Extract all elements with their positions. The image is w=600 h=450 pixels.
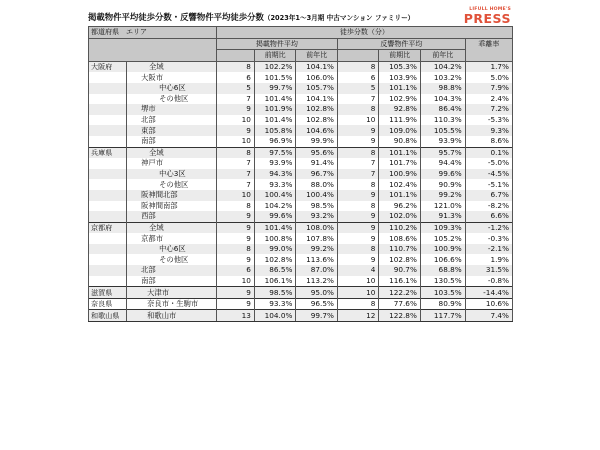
gap-rate-cell: -8.2%: [465, 201, 512, 212]
response-prev-year-cell: 130.5%: [420, 276, 465, 287]
response-prev-year-cell: 94.4%: [420, 158, 465, 169]
header-response-avg: 反響物件平均: [337, 38, 465, 50]
listing-minutes-cell: 13: [216, 310, 254, 322]
gap-rate-cell: 10.6%: [465, 298, 512, 310]
response-prev-year-cell: 99.6%: [420, 169, 465, 180]
area-cell: 中心6区: [127, 244, 217, 255]
listing-prev-year-cell: 108.0%: [296, 222, 337, 233]
area-cell: 阪神間北部: [127, 190, 217, 201]
table-row: [89, 265, 513, 276]
response-minutes-cell: 5: [337, 83, 378, 94]
listing-prev-year-cell: 98.5%: [296, 201, 337, 212]
area-cell: 大阪市: [127, 72, 217, 83]
pref-cell: [89, 104, 127, 115]
table-row: [89, 169, 513, 180]
listing-prev-period-cell: 101.9%: [254, 104, 295, 115]
header-row-1: [89, 27, 513, 39]
table-row: [89, 276, 513, 287]
listing-minutes-cell: 9: [216, 233, 254, 244]
listing-prev-year-cell: 102.8%: [296, 104, 337, 115]
listing-prev-period-cell: 93.3%: [254, 179, 295, 190]
response-prev-year-cell: 86.4%: [420, 104, 465, 115]
response-prev-year-cell: 104.3%: [420, 94, 465, 105]
pref-cell: [89, 265, 127, 276]
listing-minutes-cell: 5: [216, 83, 254, 94]
response-minutes-cell: 9: [337, 222, 378, 233]
table-row: [89, 72, 513, 83]
response-prev-year-cell: 98.8%: [420, 83, 465, 94]
gap-rate-cell: 8.6%: [465, 136, 512, 147]
listing-prev-period-cell: 102.2%: [254, 61, 295, 72]
listing-prev-period-cell: 100.8%: [254, 233, 295, 244]
title-main: 掲載物件平均徒歩分数・反響物件平均徒歩分数: [88, 12, 264, 22]
response-minutes-cell: 9: [337, 233, 378, 244]
response-prev-year-cell: 121.0%: [420, 201, 465, 212]
gap-rate-cell: -2.1%: [465, 244, 512, 255]
area-cell: 全域: [127, 61, 217, 72]
gap-rate-cell: 0.1%: [465, 147, 512, 158]
pref-cell: 兵庫県: [89, 147, 127, 158]
table-row: [89, 104, 513, 115]
response-prev-year-cell: 103.2%: [420, 72, 465, 83]
response-prev-period-cell: 110.7%: [379, 244, 420, 255]
table-row: [89, 233, 513, 244]
pref-cell: [89, 201, 127, 212]
header-response-blank: [337, 50, 378, 62]
pref-cell: 滋賀県: [89, 287, 127, 299]
listing-minutes-cell: 9: [216, 222, 254, 233]
listing-prev-period-cell: 99.7%: [254, 83, 295, 94]
listing-minutes-cell: 7: [216, 158, 254, 169]
listing-prev-year-cell: 87.0%: [296, 265, 337, 276]
header-gap-rate: 乖離率: [465, 38, 512, 61]
area-cell: 全域: [127, 147, 217, 158]
response-minutes-cell: 9: [337, 190, 378, 201]
response-prev-year-cell: 104.2%: [420, 61, 465, 72]
listing-prev-period-cell: 93.3%: [254, 298, 295, 310]
listing-minutes-cell: 8: [216, 201, 254, 212]
response-minutes-cell: 8: [337, 104, 378, 115]
table-row: [89, 211, 513, 222]
table-row: [89, 287, 513, 299]
response-prev-year-cell: 91.3%: [420, 211, 465, 222]
response-prev-period-cell: 102.9%: [379, 94, 420, 105]
pref-cell: 奈良県: [89, 298, 127, 310]
response-prev-year-cell: 93.9%: [420, 136, 465, 147]
gap-rate-cell: 9.3%: [465, 125, 512, 136]
gap-rate-cell: -0.3%: [465, 233, 512, 244]
listing-prev-period-cell: 105.8%: [254, 125, 295, 136]
response-minutes-cell: 8: [337, 201, 378, 212]
listing-minutes-cell: 7: [216, 169, 254, 180]
table-row: [89, 115, 513, 126]
listing-prev-period-cell: 93.9%: [254, 158, 295, 169]
response-prev-period-cell: 96.2%: [379, 201, 420, 212]
listing-minutes-cell: 9: [216, 104, 254, 115]
response-minutes-cell: 9: [337, 211, 378, 222]
response-prev-year-cell: 103.5%: [420, 287, 465, 299]
response-prev-period-cell: 110.2%: [379, 222, 420, 233]
response-prev-period-cell: 105.3%: [379, 61, 420, 72]
response-prev-year-cell: 105.2%: [420, 233, 465, 244]
listing-prev-period-cell: 104.0%: [254, 310, 295, 322]
area-cell: 北部: [127, 115, 217, 126]
gap-rate-cell: 1.9%: [465, 254, 512, 265]
pref-cell: [89, 136, 127, 147]
table-row: [89, 244, 513, 255]
header-blank: [89, 38, 217, 61]
listing-minutes-cell: 9: [216, 287, 254, 299]
gap-rate-cell: 7.4%: [465, 310, 512, 322]
pref-cell: [89, 115, 127, 126]
listing-prev-year-cell: 91.4%: [296, 158, 337, 169]
pref-cell: 大阪府: [89, 61, 127, 72]
response-minutes-cell: 10: [337, 287, 378, 299]
area-cell: 中心6区: [127, 83, 217, 94]
listing-prev-year-cell: 100.4%: [296, 190, 337, 201]
response-prev-period-cell: 101.1%: [379, 190, 420, 201]
response-minutes-cell: 8: [337, 244, 378, 255]
table-row: [89, 136, 513, 147]
response-prev-period-cell: 102.4%: [379, 179, 420, 190]
header-pref-area: 都道府県 エリア: [89, 27, 217, 39]
table-row: [89, 222, 513, 233]
pref-cell: [89, 125, 127, 136]
response-prev-period-cell: 103.9%: [379, 72, 420, 83]
table-row: [89, 61, 513, 72]
response-prev-period-cell: 116.1%: [379, 276, 420, 287]
listing-minutes-cell: 7: [216, 179, 254, 190]
response-minutes-cell: 7: [337, 169, 378, 180]
pref-cell: [89, 169, 127, 180]
area-cell: 南部: [127, 276, 217, 287]
response-prev-year-cell: 109.3%: [420, 222, 465, 233]
pref-cell: [89, 72, 127, 83]
response-prev-period-cell: 102.0%: [379, 211, 420, 222]
listing-minutes-cell: 7: [216, 94, 254, 105]
listing-minutes-cell: 9: [216, 125, 254, 136]
response-minutes-cell: 9: [337, 136, 378, 147]
logo-top-text: LIFULL HOME'S: [469, 7, 511, 12]
response-minutes-cell: 8: [337, 179, 378, 190]
response-minutes-cell: 7: [337, 94, 378, 105]
area-cell: その他区: [127, 179, 217, 190]
response-prev-period-cell: 122.8%: [379, 310, 420, 322]
area-cell: 北部: [127, 265, 217, 276]
area-cell: 京都市: [127, 233, 217, 244]
area-cell: その他区: [127, 94, 217, 105]
response-minutes-cell: 12: [337, 310, 378, 322]
gap-rate-cell: 31.5%: [465, 265, 512, 276]
gap-rate-cell: 6.7%: [465, 190, 512, 201]
area-cell: 神戸市: [127, 158, 217, 169]
response-minutes-cell: 9: [337, 125, 378, 136]
pref-cell: [89, 244, 127, 255]
response-minutes-cell: 10: [337, 115, 378, 126]
response-prev-year-cell: 80.9%: [420, 298, 465, 310]
listing-prev-year-cell: 88.0%: [296, 179, 337, 190]
area-cell: 東部: [127, 125, 217, 136]
listing-prev-period-cell: 99.6%: [254, 211, 295, 222]
listing-prev-year-cell: 99.2%: [296, 244, 337, 255]
area-cell: 阪神間南部: [127, 201, 217, 212]
gap-rate-cell: 5.0%: [465, 72, 512, 83]
pref-cell: [89, 158, 127, 169]
listing-prev-year-cell: 113.6%: [296, 254, 337, 265]
response-prev-year-cell: 68.8%: [420, 265, 465, 276]
listing-prev-year-cell: 104.1%: [296, 94, 337, 105]
response-prev-period-cell: 101.1%: [379, 83, 420, 94]
listing-prev-year-cell: 96.7%: [296, 169, 337, 180]
table-row: [89, 147, 513, 158]
response-prev-period-cell: 101.7%: [379, 158, 420, 169]
gap-rate-cell: -5.1%: [465, 179, 512, 190]
area-cell: 全域: [127, 222, 217, 233]
table-row: [89, 190, 513, 201]
listing-minutes-cell: 8: [216, 61, 254, 72]
listing-prev-year-cell: 95.0%: [296, 287, 337, 299]
listing-prev-period-cell: 100.4%: [254, 190, 295, 201]
response-minutes-cell: 8: [337, 61, 378, 72]
listing-prev-year-cell: 113.2%: [296, 276, 337, 287]
listing-prev-period-cell: 104.2%: [254, 201, 295, 212]
pref-cell: [89, 190, 127, 201]
listing-prev-year-cell: 99.9%: [296, 136, 337, 147]
response-minutes-cell: 7: [337, 158, 378, 169]
response-minutes-cell: 10: [337, 276, 378, 287]
response-prev-year-cell: 105.5%: [420, 125, 465, 136]
listing-prev-year-cell: 107.8%: [296, 233, 337, 244]
pref-cell: [89, 83, 127, 94]
listing-prev-year-cell: 102.8%: [296, 115, 337, 126]
listing-minutes-cell: 9: [216, 211, 254, 222]
response-prev-period-cell: 90.7%: [379, 265, 420, 276]
pref-cell: [89, 233, 127, 244]
logo-main-text: PRESS: [463, 11, 511, 26]
listing-prev-year-cell: 99.7%: [296, 310, 337, 322]
area-cell: 南部: [127, 136, 217, 147]
response-prev-period-cell: 101.1%: [379, 147, 420, 158]
response-minutes-cell: 9: [337, 254, 378, 265]
listing-minutes-cell: 9: [216, 298, 254, 310]
header-row-2: [89, 38, 513, 50]
pref-cell: [89, 94, 127, 105]
listing-minutes-cell: 10: [216, 136, 254, 147]
gap-rate-cell: -5.0%: [465, 158, 512, 169]
table-row: [89, 83, 513, 94]
listing-prev-period-cell: 106.1%: [254, 276, 295, 287]
area-cell: その他区: [127, 254, 217, 265]
pref-cell: [89, 254, 127, 265]
response-prev-year-cell: 110.3%: [420, 115, 465, 126]
response-prev-period-cell: 102.8%: [379, 254, 420, 265]
gap-rate-cell: -1.2%: [465, 222, 512, 233]
listing-prev-period-cell: 101.4%: [254, 222, 295, 233]
listing-minutes-cell: 10: [216, 190, 254, 201]
area-cell: 和歌山市: [127, 310, 217, 322]
listing-prev-year-cell: 105.7%: [296, 83, 337, 94]
listing-prev-period-cell: 102.8%: [254, 254, 295, 265]
listing-minutes-cell: 10: [216, 276, 254, 287]
table-row: [89, 298, 513, 310]
gap-rate-cell: -0.8%: [465, 276, 512, 287]
page-title: [88, 11, 414, 23]
table-row: [89, 201, 513, 212]
gap-rate-cell: 7.2%: [465, 104, 512, 115]
response-prev-period-cell: 90.8%: [379, 136, 420, 147]
response-minutes-cell: 6: [337, 72, 378, 83]
pref-cell: 京都府: [89, 222, 127, 233]
table-row: [89, 179, 513, 190]
header-response-prev-year: 前年比: [420, 50, 465, 62]
listing-prev-period-cell: 101.4%: [254, 94, 295, 105]
response-prev-period-cell: 122.2%: [379, 287, 420, 299]
listing-prev-period-cell: 99.0%: [254, 244, 295, 255]
header-listing-prev-year: 前年比: [296, 50, 337, 62]
response-prev-year-cell: 106.6%: [420, 254, 465, 265]
listing-prev-year-cell: 106.0%: [296, 72, 337, 83]
listing-minutes-cell: 8: [216, 147, 254, 158]
pref-cell: [89, 179, 127, 190]
pref-cell: 和歌山県: [89, 310, 127, 322]
area-cell: 大津市: [127, 287, 217, 299]
header-response-prev-period: 前期比: [379, 50, 420, 62]
title-sub: （2023年1〜3月期 中古マンション ファミリー）: [263, 14, 415, 22]
table-row: [89, 310, 513, 322]
listing-prev-period-cell: 86.5%: [254, 265, 295, 276]
gap-rate-cell: -4.5%: [465, 169, 512, 180]
response-minutes-cell: 4: [337, 265, 378, 276]
brand-logo: [459, 7, 511, 25]
listing-prev-period-cell: 101.4%: [254, 115, 295, 126]
response-prev-period-cell: 109.0%: [379, 125, 420, 136]
listing-minutes-cell: 9: [216, 254, 254, 265]
response-prev-year-cell: 90.9%: [420, 179, 465, 190]
response-prev-year-cell: 95.7%: [420, 147, 465, 158]
listing-prev-year-cell: 104.6%: [296, 125, 337, 136]
response-prev-period-cell: 100.9%: [379, 169, 420, 180]
gap-rate-cell: 6.6%: [465, 211, 512, 222]
area-cell: 西部: [127, 211, 217, 222]
response-prev-period-cell: 108.6%: [379, 233, 420, 244]
table-row: [89, 158, 513, 169]
response-prev-period-cell: 77.6%: [379, 298, 420, 310]
listing-prev-period-cell: 98.5%: [254, 287, 295, 299]
gap-rate-cell: 7.9%: [465, 83, 512, 94]
walk-minutes-table: [88, 26, 513, 322]
gap-rate-cell: 2.4%: [465, 94, 512, 105]
area-cell: 奈良市・生駒市: [127, 298, 217, 310]
response-prev-year-cell: 117.7%: [420, 310, 465, 322]
gap-rate-cell: -5.3%: [465, 115, 512, 126]
table-row: [89, 254, 513, 265]
response-prev-year-cell: 100.9%: [420, 244, 465, 255]
response-prev-period-cell: 92.8%: [379, 104, 420, 115]
listing-prev-year-cell: 95.6%: [296, 147, 337, 158]
listing-prev-period-cell: 96.9%: [254, 136, 295, 147]
response-prev-year-cell: 99.2%: [420, 190, 465, 201]
listing-prev-year-cell: 96.5%: [296, 298, 337, 310]
listing-minutes-cell: 8: [216, 244, 254, 255]
header-listing-avg: 掲載物件平均: [216, 38, 337, 50]
listing-prev-year-cell: 93.2%: [296, 211, 337, 222]
header-walk-minutes: 徒歩分数（分）: [216, 27, 512, 39]
response-minutes-cell: 8: [337, 298, 378, 310]
listing-prev-period-cell: 94.3%: [254, 169, 295, 180]
table-row: [89, 125, 513, 136]
area-cell: 中心3区: [127, 169, 217, 180]
listing-minutes-cell: 10: [216, 115, 254, 126]
header-listing-blank: [216, 50, 254, 62]
gap-rate-cell: 1.7%: [465, 61, 512, 72]
gap-rate-cell: -14.4%: [465, 287, 512, 299]
response-prev-period-cell: 111.9%: [379, 115, 420, 126]
listing-minutes-cell: 6: [216, 265, 254, 276]
table-row: [89, 94, 513, 105]
listing-prev-period-cell: 101.5%: [254, 72, 295, 83]
listing-prev-year-cell: 104.1%: [296, 61, 337, 72]
listing-minutes-cell: 6: [216, 72, 254, 83]
response-minutes-cell: 8: [337, 147, 378, 158]
pref-cell: [89, 276, 127, 287]
pref-cell: [89, 211, 127, 222]
header-listing-prev-period: 前期比: [254, 50, 295, 62]
listing-prev-period-cell: 97.5%: [254, 147, 295, 158]
area-cell: 堺市: [127, 104, 217, 115]
